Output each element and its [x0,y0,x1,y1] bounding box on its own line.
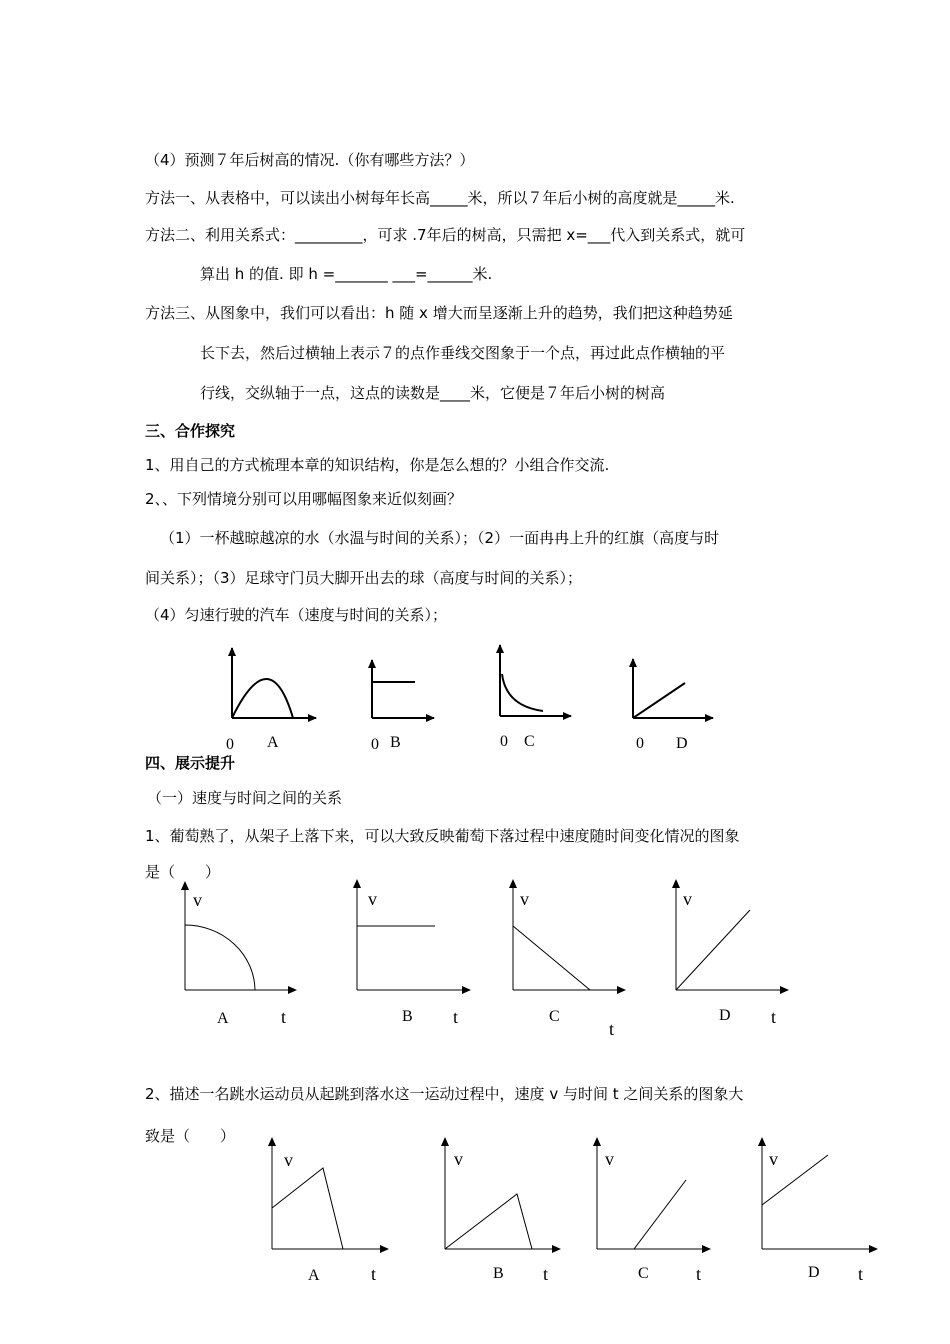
method-two-line-2: 算出 h 的值. 即 h =_______ ___=______米. [200,265,493,283]
q2-graph-c-t: t [696,1264,702,1284]
q2-graph-a [272,1138,388,1249]
q2-graph-d-label: D [808,1264,820,1281]
q1-graph-c-v: v [520,889,529,909]
section-three-q2: 2、、下列情境分别可以用哪幅图象来近似刻画？ [145,490,463,508]
q2-graph-a-t: t [371,1264,377,1284]
q2-graph-c-line [634,1180,686,1249]
q2-graph-b-t: t [543,1264,549,1284]
q1-graph-a-curve [185,925,255,990]
q2-graph-a-v: v [284,1150,293,1170]
section-four-q2-line-1: 2、描述一名跳水运动员从起跳到落水这一运动过程中，速度 v 与时间 t 之间关系的图象大 [145,1085,744,1103]
q2-graph-a-line [272,1168,343,1249]
q2-graph-b-label: B [493,1265,504,1282]
q1-graph-d-line [676,910,750,990]
q1-graph-c-t: t [609,1019,615,1039]
q1-graph-a-label: A [217,1010,229,1027]
graph-c-label: C [524,733,535,750]
graph-b-origin: 0 [371,736,379,753]
section-three-q2-line-2: 间关系）；（3）足球守门员大脚开出去的球（高度与时间的关系）； [145,569,583,587]
q1-graph-b-label: B [402,1008,413,1025]
graph-a-label: A [267,734,279,751]
section-three-q2-line-1: （1）一杯越晾越凉的水（水温与时间的关系）；（2）一面冉冉上升的红旗（高度与时 [160,529,720,547]
q1-graph-a-t: t [281,1007,287,1027]
q2-graph-d-t: t [858,1264,864,1284]
graph-c [500,645,571,716]
method-one: 方法一、从表格中，可以读出小树每年长高_____米，所以７年后小树的高度就是_____米. [145,189,735,207]
q2-graph-d [762,1138,877,1249]
q1-graph-a-v: v [193,890,202,910]
q2-graph-c-v: v [605,1149,614,1169]
graph-d-origin: 0 [636,735,644,752]
graph-d-line [633,683,685,718]
section-four-q2-line-2: 致是（ ） [145,1127,236,1145]
section-four-subheading: （一）速度与时间之间的关系 [147,789,343,807]
section-four-q1-line-1: 1、葡萄熟了，从架子上落下来，可以大致反映葡萄下落过程中速度随时间变化情况的图象 [145,827,740,845]
q1-graph-a [185,882,296,990]
q1-graph-b-v: v [368,889,377,909]
method-two-line-1: 方法二、利用关系式：_________，可求 .7年后的树高，只需把 x=___代入到关系式，就可 [145,226,746,244]
section-four-heading: 四、展示提升 [145,754,236,772]
q2-graph-d-v: v [769,1149,778,1169]
section-three-q1: 1、用自己的方式梳理本章的知识结构，你是怎么想的？小组合作交流. [145,456,610,474]
section-three-heading: 三、合作探究 [145,422,236,440]
section-three-q2-line-3: （4）匀速行驶的汽车（速度与时间的关系）； [145,606,448,624]
method-three-line-2: 长下去，然后过横轴上表示７的点作垂线交图象于一个点，再过此点作横轴的平 [200,344,726,362]
q2-graph-a-label: A [308,1267,320,1284]
q2-graph-b-line [445,1194,532,1249]
method-three-line-3: 行线，交纵轴于一点，这点的读数是____米，它便是７年后小树的树高 [200,384,666,402]
graph-a-curve [232,679,293,718]
q2-graph-b-v: v [454,1149,463,1169]
section-four-q1-line-2: 是（ ） [145,863,221,881]
graph-a [232,648,316,718]
predict-title: （4）预测７年后树高的情况.（你有哪些方法？） [145,151,475,169]
graph-c-curve [502,674,543,711]
graph-c-origin: 0 [500,733,508,750]
q1-graph-d-t: t [771,1007,777,1027]
q1-graph-d-v: v [683,889,692,909]
q2-graph-c [597,1138,710,1249]
q1-graph-b-t: t [453,1007,459,1027]
q1-graph-b [357,880,470,990]
q1-graph-c-line [513,926,590,990]
graph-a-origin: 0 [226,736,234,753]
q2-graph-b [445,1138,560,1249]
q1-graph-d-label: D [719,1007,731,1024]
q2-graph-c-label: C [638,1265,649,1282]
graph-b [372,660,434,718]
q2-graph-d-line [762,1155,828,1205]
q1-graph-c-label: C [549,1008,560,1025]
method-three-line-1: 方法三、从图象中，我们可以看出：h 随 x 增大而呈逐渐上升的趋势，我们把这种趋势延 [145,304,733,322]
graph-b-label: B [390,734,401,751]
graph-d-label: D [676,735,688,752]
graph-d [633,659,713,718]
q1-graph-d [676,880,788,990]
q1-graph-c [513,880,625,990]
